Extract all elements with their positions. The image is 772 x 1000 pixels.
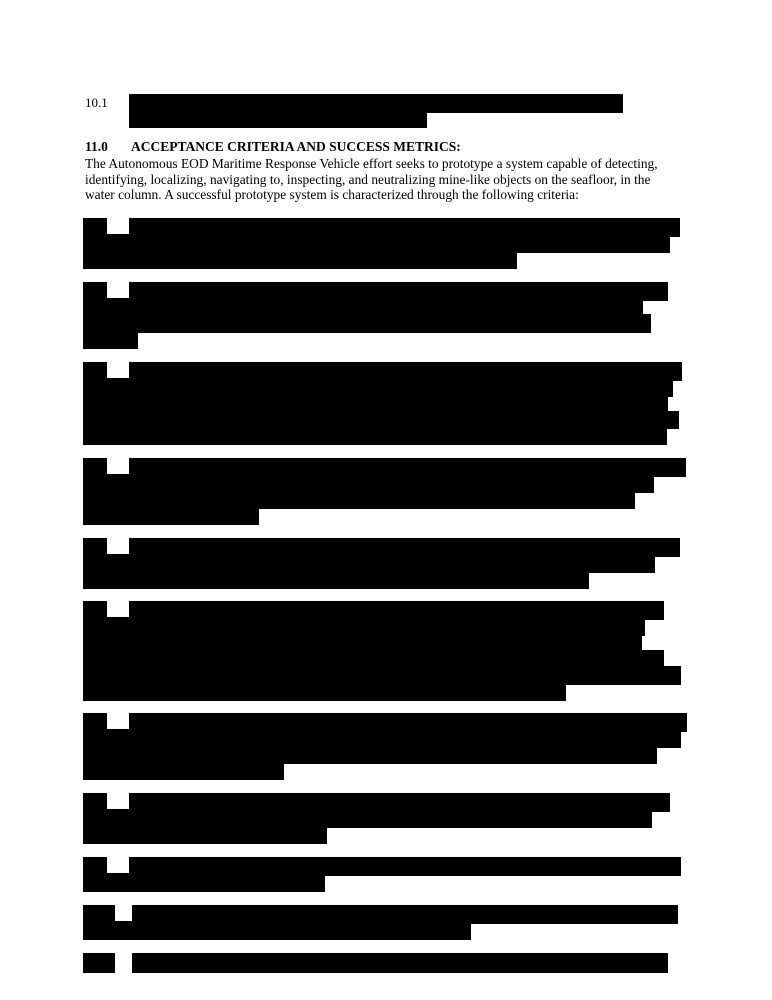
- body-line-1: The Autonomous EOD Maritime Response Vehicle effort seeks to prototype a system capable of detecting,: [85, 156, 658, 171]
- section-body-text: [85, 156, 705, 203]
- section-heading-11: [85, 139, 461, 155]
- section-number-10-1: 10.1: [85, 95, 108, 110]
- body-line-3: water column. A successful prototype system is characterized through the following criteria:: [85, 187, 579, 202]
- section-title: ACCEPTANCE CRITERIA AND SUCCESS METRICS:: [131, 139, 461, 154]
- section-number-11: 11.0: [85, 139, 108, 154]
- body-line-2: identifying, localizing, navigating to, inspecting, and neutralizing mine-like objects on the seafloor, in the: [85, 171, 651, 187]
